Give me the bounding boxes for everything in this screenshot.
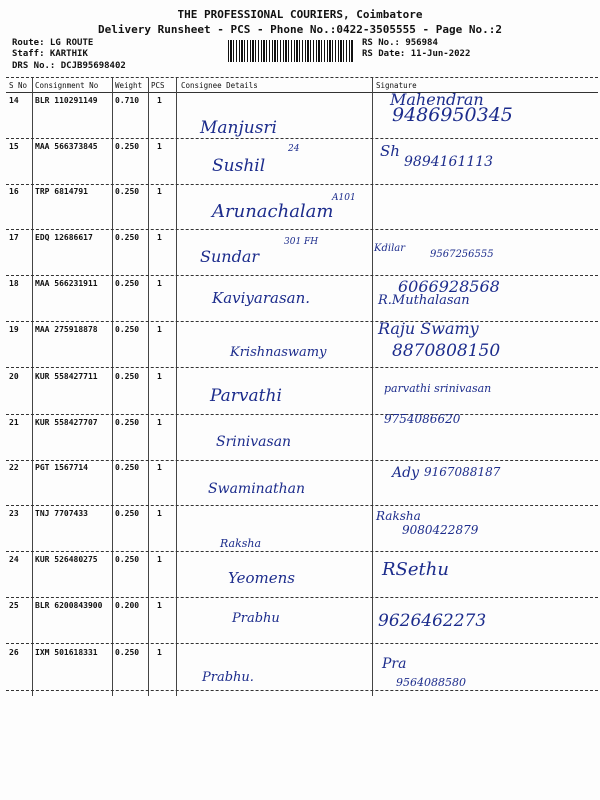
table-top-rule (6, 77, 598, 78)
row-consignee-handwriting: Yeomens (228, 569, 295, 587)
col-header-consignee: Consignee Details (181, 81, 258, 90)
row-sno: 19 (9, 325, 19, 334)
row-separator (6, 690, 598, 691)
runsheet-subtitle: Delivery Runsheet - PCS - Phone No.:0422-3505555 - Page No.:2 (98, 23, 502, 36)
row-weight: 0.710 (115, 96, 140, 105)
header-bottom-rule (6, 92, 598, 93)
rs-number: RS No.: 956984 (362, 38, 438, 48)
row-weight: 0.250 (115, 509, 140, 518)
row-consignee-handwriting: Parvathi (210, 386, 282, 406)
row-phone-handwriting: 9567256555 (430, 249, 494, 260)
row-separator (6, 229, 598, 230)
col-header-pcs: PCS (151, 81, 165, 90)
row-separator (6, 367, 598, 368)
row-weight: 0.250 (115, 372, 140, 381)
row-consignee-note: A101 (332, 193, 356, 203)
row-consignee-handwriting: Kaviyarasan. (212, 289, 311, 307)
row-phone-handwriting: 9486950345 (392, 104, 513, 126)
row-sno: 23 (9, 509, 19, 518)
row-separator (6, 321, 598, 322)
row-phone-handwriting: 9167088187 (424, 465, 501, 479)
row-weight: 0.250 (115, 463, 140, 472)
row-pcs: 1 (157, 96, 162, 105)
row-signature: parvathi srinivasan (384, 382, 492, 395)
row-weight: 0.250 (115, 279, 140, 288)
row-phone-handwriting: 9626462273 (378, 611, 487, 631)
row-phone-handwriting: 9080422879 (402, 523, 479, 537)
row-consignment-no: TNJ 7707433 (35, 509, 88, 518)
row-phone-handwriting: 6066928568 (398, 277, 500, 296)
row-weight: 0.200 (115, 601, 140, 610)
row-sno: 24 (9, 555, 19, 564)
route-label: Route: LG ROUTE (12, 38, 94, 48)
col-header-weight: Weight (115, 81, 143, 90)
row-pcs: 1 (157, 555, 162, 564)
col-divider (112, 78, 113, 696)
row-signature: Raju Swamy (378, 319, 479, 338)
staff-label: Staff: KARTHIK (12, 49, 88, 59)
row-signature: Ady (392, 465, 419, 481)
col-divider (148, 78, 149, 696)
drs-number: DRS No.: DCJB95698402 (12, 61, 126, 71)
row-phone-handwriting: 8870808150 (392, 341, 501, 361)
row-separator (6, 138, 598, 139)
row-consignment-no: MAA 275918878 (35, 325, 98, 334)
row-sno: 26 (9, 648, 19, 657)
row-pcs: 1 (157, 233, 162, 242)
barcode (228, 40, 354, 62)
row-signature: RSethu (382, 559, 449, 580)
row-sno: 22 (9, 463, 19, 472)
row-consignee-note: 24 (288, 144, 300, 154)
row-sno: 21 (9, 418, 19, 427)
row-consignment-no: KUR 526480275 (35, 555, 98, 564)
row-consignee-handwriting: Raksha (220, 537, 262, 550)
row-consignee-handwriting: Srinivasan (216, 434, 292, 450)
row-consignee-handwriting: Sundar (200, 247, 259, 266)
rs-date: RS Date: 11-Jun-2022 (362, 49, 471, 59)
row-phone-handwriting: 9894161113 (404, 154, 494, 170)
row-weight: 0.250 (115, 233, 140, 242)
row-pcs: 1 (157, 279, 162, 288)
row-weight: 0.250 (115, 418, 140, 427)
row-separator (6, 643, 598, 644)
row-consignee-handwriting: Arunachalam (212, 201, 334, 222)
row-consignee-handwriting: Prabhu. (202, 670, 254, 685)
row-pcs: 1 (157, 463, 162, 472)
col-divider (176, 78, 177, 696)
row-separator (6, 414, 598, 415)
row-pcs: 1 (157, 601, 162, 610)
row-pcs: 1 (157, 142, 162, 151)
row-consignment-no: BLR 110291149 (35, 96, 98, 105)
company-title: THE PROFESSIONAL COURIERS, Coimbatore (177, 8, 423, 21)
row-consignment-no: TRP 6814791 (35, 187, 88, 196)
row-consignment-no: KUR 558427707 (35, 418, 98, 427)
row-signature: Raksha (376, 509, 421, 523)
row-consignee-handwriting: Prabhu (232, 611, 280, 626)
row-separator (6, 460, 598, 461)
row-weight: 0.250 (115, 142, 140, 151)
row-consignee-handwriting: Swaminathan (208, 481, 306, 497)
row-consignee-handwriting: Sushil (212, 156, 266, 176)
row-sno: 25 (9, 601, 19, 610)
row-weight: 0.250 (115, 325, 140, 334)
row-separator (6, 275, 598, 276)
col-divider (372, 78, 373, 696)
row-sno: 15 (9, 142, 19, 151)
row-consignment-no: MAA 566231911 (35, 279, 98, 288)
row-weight: 0.250 (115, 187, 140, 196)
row-sno: 14 (9, 96, 19, 105)
row-consignee-note: 301 FH (284, 237, 319, 247)
row-signature: Sh (380, 142, 400, 160)
row-sno: 17 (9, 233, 19, 242)
col-header-consignment: Consignment No (35, 81, 99, 90)
row-pcs: 1 (157, 648, 162, 657)
row-phone-handwriting: 9754086620 (384, 412, 461, 426)
row-sno: 18 (9, 279, 19, 288)
col-header-signature: Signature (376, 81, 417, 90)
row-weight: 0.250 (115, 648, 140, 657)
row-consignment-no: PGT 1567714 (35, 463, 88, 472)
row-separator (6, 505, 598, 506)
row-pcs: 1 (157, 418, 162, 427)
row-weight: 0.250 (115, 555, 140, 564)
row-signature: R.Muthalasan (378, 293, 470, 308)
row-separator (6, 597, 598, 598)
col-divider (32, 78, 33, 696)
row-signature: Mahendran (390, 90, 484, 109)
row-signature: Pra (382, 656, 407, 672)
row-consignment-no: EDQ 12686617 (35, 233, 93, 242)
row-separator (6, 184, 598, 185)
row-phone-handwriting: 9564088580 (396, 676, 466, 689)
row-consignee-handwriting: Manjusri (200, 118, 277, 138)
row-pcs: 1 (157, 372, 162, 381)
row-consignment-no: KUR 558427711 (35, 372, 98, 381)
row-signature: Kdilar (374, 243, 406, 254)
row-consignee-handwriting: Krishnaswamy (230, 345, 327, 360)
row-separator (6, 551, 598, 552)
row-consignment-no: IXM 501618331 (35, 648, 98, 657)
row-pcs: 1 (157, 187, 162, 196)
col-header-sno: S No (9, 81, 28, 90)
row-sno: 20 (9, 372, 19, 381)
row-pcs: 1 (157, 509, 162, 518)
row-pcs: 1 (157, 325, 162, 334)
row-consignment-no: MAA 566373845 (35, 142, 98, 151)
row-sno: 16 (9, 187, 19, 196)
row-consignment-no: BLR 6200843900 (35, 601, 103, 610)
